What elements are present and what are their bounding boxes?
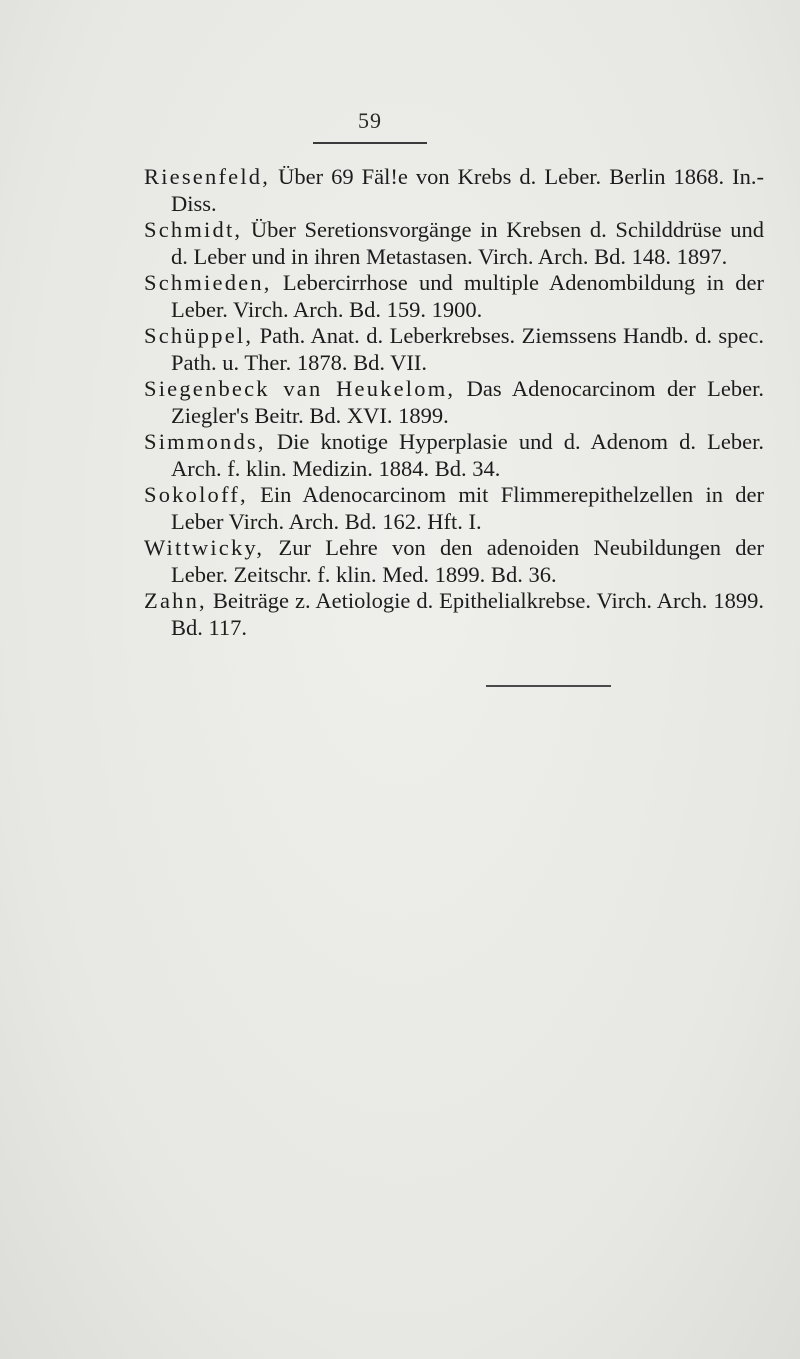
- reference-author: Riesenfeld,: [144, 164, 271, 189]
- reference-text: Das Adenocarcinom der Leber. Ziegler's Beitr. Bd. XVI. 1899.: [171, 376, 764, 428]
- reference-text: Die knotige Hyperplasie und d. Adenom d. Leber. Arch. f. klin. Medizin. 1884. Bd. 34.: [171, 429, 764, 481]
- reference-item: [144, 270, 764, 323]
- reference-text: Beiträge z. Aetiologie d. Epithelialkrebse. Virch. Arch. 1899. Bd. 117.: [171, 588, 764, 640]
- reference-text: Über 69 Fäl!e von Krebs d. Leber. Berlin 1868. In.-Diss.: [171, 164, 764, 216]
- reference-text: Zur Lehre von den adenoiden Neubildungen der Leber. Zeitschr. f. klin. Med. 1899. Bd. 36.: [171, 535, 764, 587]
- reference-author: Schmidt,: [144, 217, 243, 242]
- reference-item: [144, 376, 764, 429]
- reference-item: [144, 535, 764, 588]
- page-number: 59: [358, 108, 382, 133]
- reference-author: Sokoloff,: [144, 482, 248, 507]
- reference-author: Simmonds,: [144, 429, 266, 454]
- footer-rule: [486, 685, 611, 687]
- reference-text: Path. Anat. d. Leberkrebses. Ziemssens Handb. d. spec. Path. u. Ther. 1878. Bd. VII.: [171, 323, 764, 375]
- header-rule: [313, 142, 427, 144]
- reference-author: Schüppel,: [144, 323, 254, 348]
- reference-author: Wittwicky,: [144, 535, 265, 560]
- reference-text: Lebercirrhose und multiple Adenombildung in der Leber. Virch. Arch. Bd. 159. 1900.: [171, 270, 764, 322]
- reference-text: Über Seretionsvorgänge in Krebsen d. Schilddrüse und d. Leber und in ihren Metastasen. Virch. Arch. Bd. 148. 1897.: [171, 217, 764, 269]
- reference-author: Siegenbeck van Heukelom,: [144, 376, 456, 401]
- reference-list: [144, 164, 764, 641]
- reference-item: [144, 482, 764, 535]
- reference-author: Schmieden,: [144, 270, 272, 295]
- reference-item: [144, 217, 764, 270]
- reference-item: [144, 429, 764, 482]
- reference-item: [144, 588, 764, 641]
- reference-text: Ein Adenocarcinom mit Flimmerepithelzellen in der Leber Virch. Arch. Bd. 162. Hft. I.: [171, 482, 764, 534]
- reference-item: [144, 164, 764, 217]
- reference-author: Zahn,: [144, 588, 207, 613]
- reference-item: [144, 323, 764, 376]
